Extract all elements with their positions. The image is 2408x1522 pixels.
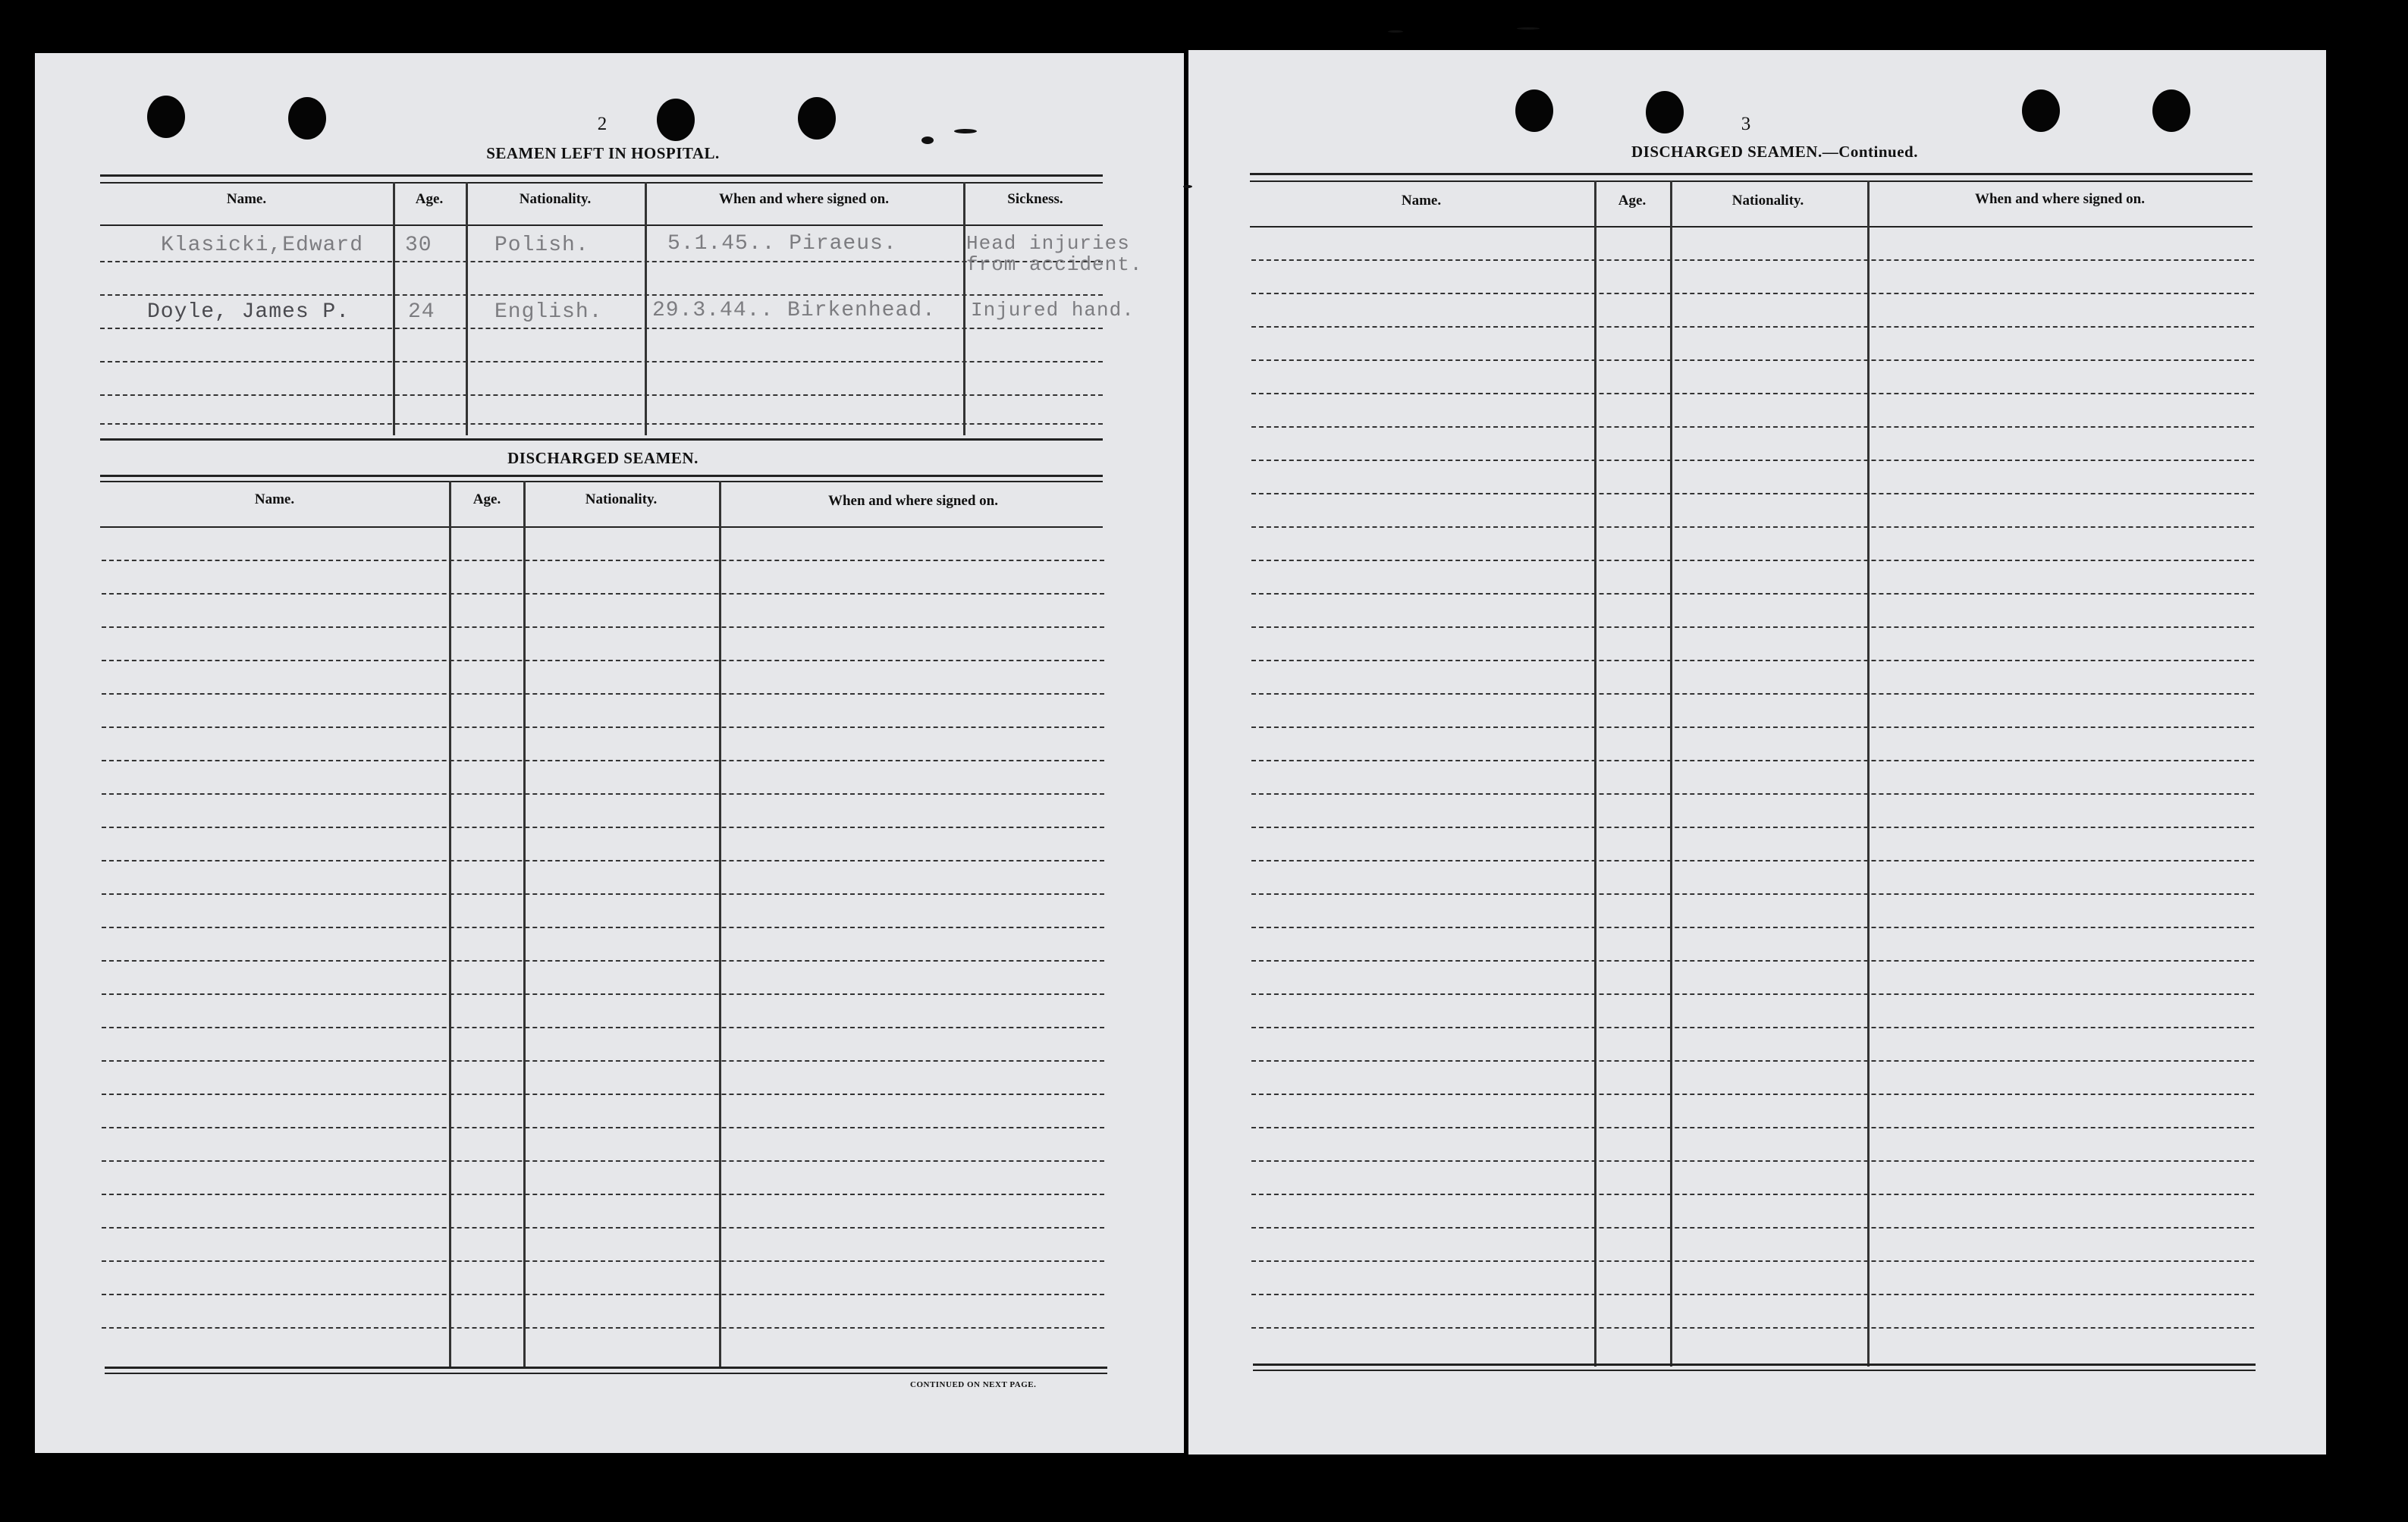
row-rule <box>102 1127 1104 1128</box>
row-rule <box>1251 1327 2254 1329</box>
punch-hole <box>798 97 836 140</box>
row-rule <box>1251 860 2254 861</box>
continued-note: CONTINUED ON NEXT PAGE. <box>910 1380 1037 1389</box>
row-rule <box>102 693 1104 695</box>
column-rule <box>963 182 965 435</box>
row-rule <box>1251 1127 2254 1128</box>
punch-hole <box>1646 91 1684 133</box>
row-rule <box>102 1194 1104 1195</box>
row-rule <box>1251 960 2254 962</box>
scan-artifact <box>1388 30 1403 33</box>
hospital-row-2-sickness: Injured hand. <box>971 299 1135 322</box>
row-rule <box>1251 293 2254 294</box>
ink-speck <box>921 137 934 144</box>
rule <box>1250 173 2253 175</box>
hospital-row-1-name: Klasicki,Edward <box>161 234 364 257</box>
row-rule <box>102 760 1104 761</box>
header-rule <box>100 224 1103 226</box>
row-rule <box>102 1227 1104 1229</box>
hospital-row-1-sickness: Head injuries <box>966 232 1130 255</box>
scan-artifact <box>1183 185 1192 188</box>
row-rule <box>1251 1260 2254 1262</box>
punch-hole <box>657 99 695 141</box>
rule <box>105 1367 1107 1369</box>
rule <box>100 182 1103 184</box>
punch-hole <box>147 96 185 138</box>
row-rule <box>102 927 1104 928</box>
row-rule <box>102 993 1104 995</box>
row-rule <box>1251 593 2254 595</box>
hospital-row-1-signed-on: 5.1.45.. Piraeus. <box>667 232 897 256</box>
rule <box>100 438 1103 441</box>
row-rule <box>102 660 1104 661</box>
row-rule <box>1251 1194 2254 1195</box>
hospital-row-1-sickness-cont: from accident. <box>966 253 1143 276</box>
col-header-nationality: Nationality. <box>519 191 592 207</box>
hospital-row-2-nationality: English. <box>494 300 603 324</box>
row-rule <box>100 294 1103 296</box>
row-rule <box>102 560 1104 561</box>
row-rule <box>100 261 1103 262</box>
row-rule <box>1251 526 2254 528</box>
row-rule <box>1251 1160 2254 1162</box>
row-rule <box>1251 493 2254 494</box>
row-rule <box>100 423 1103 425</box>
hospital-row-2-signed-on: 29.3.44.. Birkenhead. <box>652 299 936 322</box>
column-rule <box>719 481 721 1368</box>
col-header-nationality: Nationality. <box>585 491 658 507</box>
column-rule <box>1594 180 1596 1367</box>
row-rule <box>102 860 1104 861</box>
col-header-signed-on: When and where signed on. <box>718 191 889 207</box>
header-rule <box>1250 226 2253 228</box>
row-rule <box>1251 460 2254 461</box>
col-header-name: Name. <box>226 191 267 207</box>
row-rule <box>100 394 1103 396</box>
row-rule <box>1251 1094 2254 1095</box>
row-rule <box>102 1327 1104 1329</box>
rule <box>1253 1370 2256 1371</box>
scan-artifact <box>1517 27 1540 30</box>
column-rule <box>449 481 451 1368</box>
row-rule <box>1251 560 2254 561</box>
punch-hole <box>2152 89 2190 132</box>
row-rule <box>102 1027 1104 1028</box>
col-header-age: Age. <box>1618 193 1647 209</box>
row-rule <box>102 1294 1104 1295</box>
hospital-section-title: SEAMEN LEFT IN HOSPITAL. <box>486 144 720 162</box>
row-rule <box>1251 1227 2254 1229</box>
row-rule <box>102 827 1104 828</box>
hospital-row-2-name: Doyle, James P. <box>147 300 350 324</box>
row-rule <box>102 960 1104 962</box>
col-header-sickness: Sickness. <box>1007 191 1063 207</box>
col-header-age: Age. <box>415 191 444 207</box>
hospital-row-2-age: 24 <box>408 300 435 324</box>
punch-hole <box>288 97 326 140</box>
col-header-name: Name. <box>254 491 295 507</box>
row-rule <box>1251 359 2254 361</box>
col-header-signed-on: When and where signed on. <box>1974 191 2145 207</box>
row-rule <box>102 793 1104 795</box>
rule <box>100 174 1103 177</box>
row-rule <box>1251 393 2254 394</box>
ink-speck <box>954 129 977 133</box>
col-header-nationality: Nationality. <box>1731 193 1804 209</box>
row-rule <box>1251 793 2254 795</box>
rule <box>100 475 1103 477</box>
row-rule <box>102 593 1104 595</box>
row-rule <box>100 361 1103 362</box>
row-rule <box>1251 893 2254 895</box>
row-rule <box>1251 426 2254 428</box>
col-header-signed-on: When and where signed on. <box>827 493 998 509</box>
header-rule <box>100 526 1103 528</box>
row-rule <box>102 1094 1104 1095</box>
row-rule <box>1251 693 2254 695</box>
row-rule <box>102 893 1104 895</box>
column-rule <box>1670 180 1672 1367</box>
row-rule <box>1251 326 2254 328</box>
rule <box>100 481 1103 482</box>
col-header-age: Age. <box>472 491 501 507</box>
punch-hole <box>1515 89 1553 132</box>
rule <box>1253 1364 2256 1366</box>
column-rule <box>393 182 395 435</box>
row-rule <box>102 626 1104 628</box>
row-rule <box>1251 726 2254 728</box>
row-rule <box>102 1060 1104 1062</box>
row-rule <box>1251 626 2254 628</box>
discharged-continued-title: DISCHARGED SEAMEN.—Continued. <box>1631 143 1918 161</box>
column-rule <box>645 182 647 435</box>
discharged-section-title: DISCHARGED SEAMEN. <box>507 449 699 467</box>
row-rule <box>1251 660 2254 661</box>
column-rule <box>466 182 468 435</box>
column-rule <box>523 481 526 1368</box>
row-rule <box>102 1160 1104 1162</box>
hospital-row-1-nationality: Polish. <box>494 234 589 257</box>
row-rule <box>100 328 1103 329</box>
row-rule <box>102 1260 1104 1262</box>
row-rule <box>1251 927 2254 928</box>
row-rule <box>1251 1294 2254 1295</box>
col-header-name: Name. <box>1401 193 1442 209</box>
rule <box>1250 180 2253 182</box>
row-rule <box>1251 827 2254 828</box>
row-rule <box>1251 1027 2254 1028</box>
row-rule <box>1251 760 2254 761</box>
page-number: 3 <box>1741 114 1751 134</box>
punch-hole <box>2022 89 2060 132</box>
column-rule <box>1867 180 1870 1367</box>
row-rule <box>1251 993 2254 995</box>
page-number: 2 <box>597 114 607 134</box>
rule <box>105 1373 1107 1374</box>
row-rule <box>1251 1060 2254 1062</box>
row-rule <box>1251 259 2254 261</box>
hospital-row-1-age: 30 <box>405 234 432 257</box>
row-rule <box>102 726 1104 728</box>
